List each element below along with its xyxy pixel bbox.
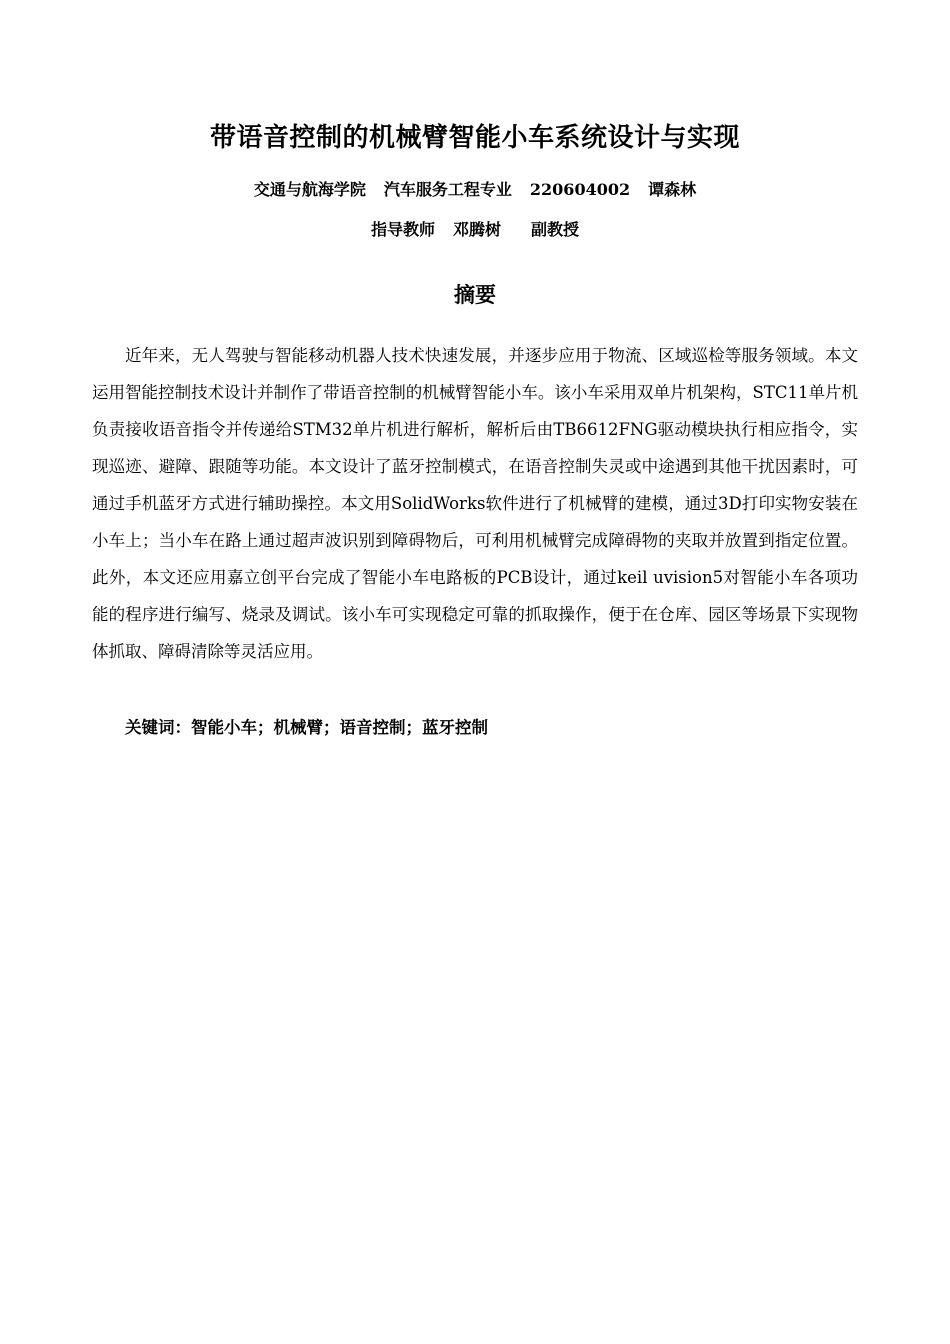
advisor-label: 指导教师: [370, 220, 435, 239]
author-student-id: 220604002: [529, 180, 631, 199]
advisor-line: [0, 218, 950, 242]
keywords-line: [125, 713, 488, 743]
abstract-body: 近年来，无人驾驶与智能移动机器人技术快速发展，并逐步应用于物流、区域巡检等服务领域。本文运用智能控制技术设计并制作了带语音控制的机械臂智能小车。该小车采用双单片机架构，STC11单片机负责接收语音指令并传递给STM32单片机进行解析，解析后由TB6612FNG驱动模块执行相应指令，实现巡迹、避障、跟随等功能。本文设计了蓝牙控制模式，在语音控制失灵或中途遇到其他干扰因素时，可通过手机蓝牙方式进行辅助操控。本文用SolidWorks软件进行了机械臂的建模，通过3D打印实物安装在小车上；当小车在路上通过超声波识别到障碍物后，可利用机械臂完成障碍物的夹取并放置到指定位置。此外，本文还应用嘉立创平台完成了智能小车电路板的PCB设计，通过keil uvision5对智能小车各项功能的程序进行编写、烧录及调试。该小车可实现稳定可靠的抓取操作，便于在仓库、园区等场景下实现物体抓取、障碍清除等灵活应用。: [92, 346, 858, 661]
advisor-name: 邓腾树: [452, 220, 501, 239]
author-college: 交通与航海学院: [253, 180, 366, 199]
author-name: 谭森林: [648, 180, 697, 199]
author-major: 汽车服务工程专业: [383, 180, 512, 199]
author-line: [0, 178, 950, 202]
advisor-rank: 副教授: [531, 220, 580, 239]
paper-title: 带语音控制的机械臂智能小车系统设计与实现: [209, 123, 740, 153]
keywords-label: 关键词：: [125, 718, 191, 737]
keywords-text: 智能小车；机械臂；语音控制；蓝牙控制: [191, 718, 488, 737]
abstract-heading: 摘要: [454, 283, 496, 307]
